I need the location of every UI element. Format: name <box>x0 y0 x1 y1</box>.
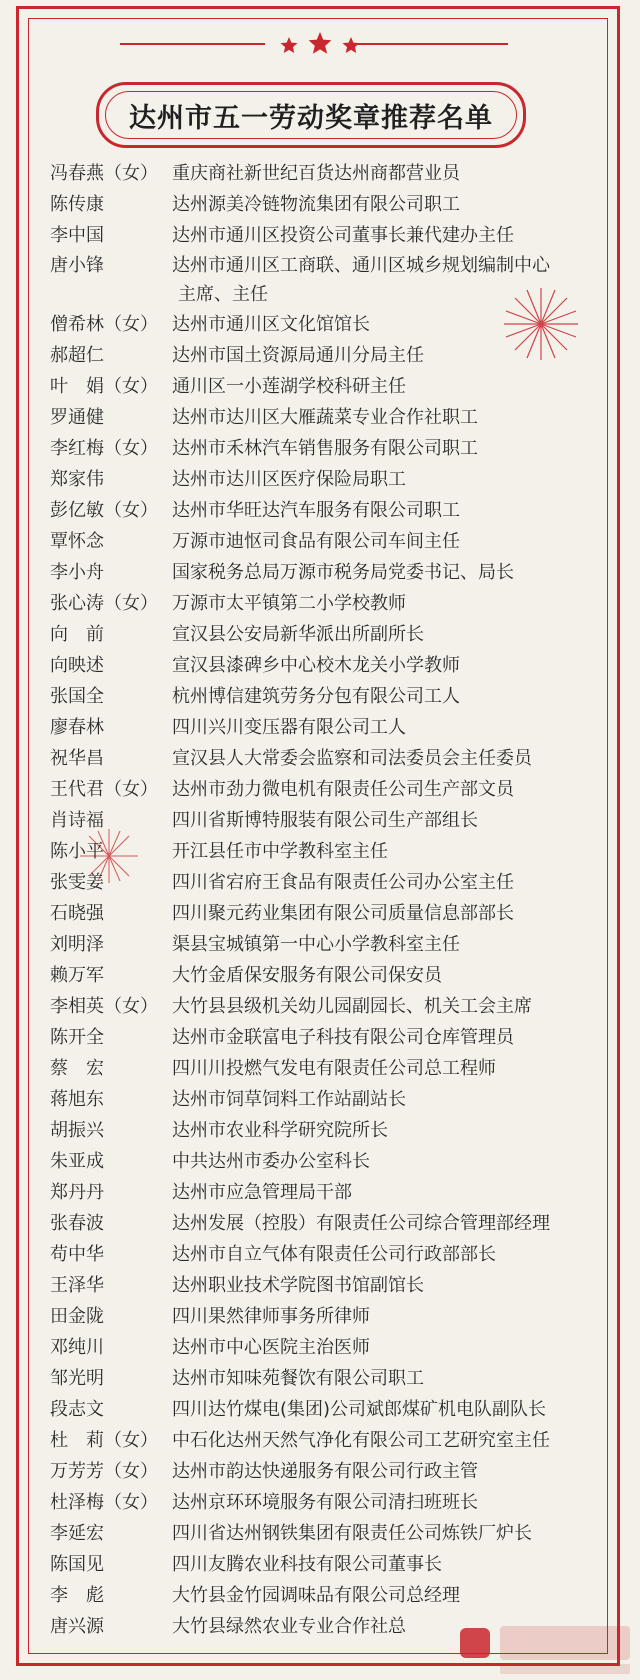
list-item <box>50 433 610 464</box>
nominee-position-line: 达州市知味苑餐饮有限公司职工 <box>172 1368 424 1389</box>
nominee-position-line: 达州市农业科学研究院所长 <box>172 1120 388 1141</box>
nominee-position <box>172 960 610 991</box>
nominee-name: 段志文 <box>50 1399 104 1420</box>
list-item <box>50 1487 610 1518</box>
list-item <box>50 991 610 1022</box>
nominee-position <box>172 1270 610 1301</box>
nominee-position <box>172 1363 610 1394</box>
nominee-name: 陈国见 <box>50 1554 104 1575</box>
nominee-position <box>172 1518 610 1549</box>
list-item <box>50 1146 610 1177</box>
nominee-name: 邓纯川 <box>50 1337 104 1358</box>
nominee-position-line: 中石化达州天然气净化有限公司工艺研究室主任 <box>172 1430 550 1451</box>
nominee-position-line: 主席、主任 <box>178 284 268 305</box>
nominee-position-line: 中共达州市委办公室科长 <box>172 1151 370 1172</box>
list-item <box>50 220 610 251</box>
list-item <box>50 867 610 898</box>
list-item <box>50 774 610 805</box>
nominee-name: 张雯姜 <box>50 872 104 893</box>
nominee-name: 陈小平 <box>50 841 104 862</box>
list-item <box>50 464 610 495</box>
nominee-position-line: 达州市自立气体有限责任公司行政部部长 <box>172 1244 496 1265</box>
list-item <box>50 1239 610 1270</box>
nominee-position <box>172 1022 610 1053</box>
list-item <box>50 495 610 526</box>
nominee-position <box>172 1146 610 1177</box>
nominee-name: 冯春燕（女） <box>50 163 158 184</box>
nominee-position-line: 达州京环环境服务有限公司清扫班班长 <box>172 1492 478 1513</box>
list-item <box>50 1456 610 1487</box>
nominee-name: 李 彪 <box>50 1585 104 1606</box>
nominee-position-line: 达州发展（控股）有限责任公司综合管理部经理 <box>172 1213 550 1234</box>
nominee-name: 李延宏 <box>50 1523 104 1544</box>
nominee-position <box>172 743 610 774</box>
site-logo-watermark <box>440 1620 640 1680</box>
nominee-name: 郑丹丹 <box>50 1182 104 1203</box>
nominee-name: 石晓强 <box>50 903 104 924</box>
list-item <box>50 960 610 991</box>
list-item <box>50 929 610 960</box>
list-item <box>50 309 610 340</box>
list-item <box>50 158 610 189</box>
nominee-name: 廖春林 <box>50 717 104 738</box>
nominee-position-line: 达州职业技术学院图书馆副馆长 <box>172 1275 424 1296</box>
nominee-position <box>172 557 610 588</box>
nominee-position-line: 达州市达川区大雁蔬菜专业合作社职工 <box>172 407 478 428</box>
nominee-position <box>172 929 610 960</box>
nominee-name: 张春波 <box>50 1213 104 1234</box>
nominee-name: 王代君（女） <box>50 779 158 800</box>
nominee-name: 胡振兴 <box>50 1120 104 1141</box>
nominee-position <box>172 220 610 251</box>
nominee-name: 唐小锋 <box>50 255 104 276</box>
nominee-name: 邹光明 <box>50 1368 104 1389</box>
nominee-name: 万芳芳（女） <box>50 1461 158 1482</box>
list-item <box>50 650 610 681</box>
nominee-position <box>172 1177 610 1208</box>
nominee-position-line: 四川省达州钢铁集团有限责任公司炼铁厂炉长 <box>172 1523 532 1544</box>
nominee-name: 朱亚成 <box>50 1151 104 1172</box>
nominee-position-line: 达州市饲草饲料工作站副站长 <box>172 1089 406 1110</box>
list-item <box>50 898 610 929</box>
nominee-position <box>172 588 610 619</box>
nominee-position <box>172 251 610 309</box>
nominee-position <box>172 619 610 650</box>
nominee-position <box>172 1208 610 1239</box>
list-item <box>50 402 610 433</box>
nominee-position <box>172 1394 610 1425</box>
nominee-position-line: 四川友腾农业科技有限公司董事长 <box>172 1554 442 1575</box>
list-item <box>50 371 610 402</box>
nominee-name: 蒋旭东 <box>50 1089 104 1110</box>
list-item <box>50 1270 610 1301</box>
list-item <box>50 836 610 867</box>
nominee-position-line: 达州市劲力微电机有限责任公司生产部文员 <box>172 779 514 800</box>
star-icon <box>281 37 298 53</box>
nominee-position-line: 四川省斯博特服装有限公司生产部组长 <box>172 810 478 831</box>
list-item <box>50 712 610 743</box>
nominee-position-line: 达州市国土资源局通川分局主任 <box>172 345 424 366</box>
list-item <box>50 1022 610 1053</box>
nominee-name: 田金陇 <box>50 1306 104 1327</box>
nominee-name: 张国全 <box>50 686 104 707</box>
nominee-name: 陈传康 <box>50 194 104 215</box>
nominee-position <box>172 898 610 929</box>
nominee-position-line: 大竹金盾保安服务有限公司保安员 <box>172 965 442 986</box>
list-item <box>50 251 610 309</box>
nominee-position-line: 达州市达川区医疗保险局职工 <box>172 469 406 490</box>
list-item <box>50 1518 610 1549</box>
nominee-position <box>172 464 610 495</box>
nominee-position-line: 杭州博信建筑劳务分包有限公司工人 <box>172 686 460 707</box>
nominee-position-line: 渠县宝城镇第一中心小学教科室主任 <box>172 934 460 955</box>
list-item <box>50 743 610 774</box>
nominee-position-line: 国家税务总局万源市税务局党委书记、局长 <box>172 562 514 583</box>
list-item <box>50 1580 610 1611</box>
nominee-name: 郑家伟 <box>50 469 104 490</box>
nominee-name: 向映述 <box>50 655 104 676</box>
nominee-name: 祝华昌 <box>50 748 104 769</box>
nominee-position <box>172 805 610 836</box>
nominee-position <box>172 1425 610 1456</box>
nominee-position-line: 大竹县县级机关幼儿园副园长、机关工会主席 <box>172 996 532 1017</box>
nominee-position <box>172 1239 610 1270</box>
nominee-position-line: 达州市通川区文化馆馆长 <box>172 314 370 335</box>
nominee-name: 陈开全 <box>50 1027 104 1048</box>
nominee-position-line: 万源市太平镇第二小学校教师 <box>172 593 406 614</box>
nominee-position <box>172 495 610 526</box>
nominee-position-line: 达州市禾林汽车销售服务有限公司职工 <box>172 438 478 459</box>
nominee-position-line: 四川达竹煤电(集团)公司斌郎煤矿机电队副队长 <box>172 1399 547 1420</box>
nominee-position <box>172 189 610 220</box>
nominee-position-line: 重庆商社新世纪百货达州商都营业员 <box>172 163 460 184</box>
list-item <box>50 1425 610 1456</box>
nominee-name: 张心涛（女） <box>50 593 158 614</box>
nominee-position-line: 通川区一小莲湖学校科研主任 <box>172 376 406 397</box>
list-item <box>50 1301 610 1332</box>
nominee-position-line: 达州市应急管理局干部 <box>172 1182 352 1203</box>
nominee-name: 向 前 <box>50 624 104 645</box>
nominee-position <box>172 836 610 867</box>
nominee-position-line: 四川兴川变压器有限公司工人 <box>172 717 406 738</box>
nominee-position-line: 宣汉县公安局新华派出所副所长 <box>172 624 424 645</box>
nominee-position <box>172 1115 610 1146</box>
nominee-position-line: 达州市华旺达汽车服务有限公司职工 <box>172 500 460 521</box>
nominee-position-line: 达州市通川区工商联、通川区城乡规划编制中心 <box>172 255 550 276</box>
nominee-name: 叶 娟（女） <box>50 376 158 397</box>
page-title: 达州市五一劳动奖章推荐名单 <box>129 102 493 134</box>
list-item <box>50 588 610 619</box>
star-icon <box>309 32 332 54</box>
nominee-position <box>172 991 610 1022</box>
nominee-position <box>172 774 610 805</box>
nominee-position <box>172 1053 610 1084</box>
nominee-position-line: 四川聚元药业集团有限公司质量信息部部长 <box>172 903 514 924</box>
star-icon <box>343 37 360 53</box>
list-item <box>50 1177 610 1208</box>
nominee-position <box>172 867 610 898</box>
list-item <box>50 1053 610 1084</box>
nominee-name: 蔡 宏 <box>50 1058 104 1079</box>
list-item <box>50 619 610 650</box>
nominee-name: 郝超仁 <box>50 345 104 366</box>
nominee-position <box>172 1549 610 1580</box>
list-item <box>50 1084 610 1115</box>
nominee-name: 李相英（女） <box>50 996 158 1017</box>
list-item <box>50 1549 610 1580</box>
nominee-position <box>172 1332 610 1363</box>
list-item <box>50 189 610 220</box>
nominee-name: 王泽华 <box>50 1275 104 1296</box>
nominee-position-line: 大竹县绿然农业专业合作社总 <box>172 1616 406 1637</box>
nominee-name: 覃怀念 <box>50 531 104 552</box>
list-item <box>50 1363 610 1394</box>
nominee-name: 赖万军 <box>50 965 104 986</box>
nominee-position <box>172 340 610 371</box>
nominee-position-line: 达州市通川区投资公司董事长兼代建办主任 <box>172 225 514 246</box>
nominee-name: 杜泽梅（女） <box>50 1492 158 1513</box>
nominee-position <box>172 1084 610 1115</box>
nominee-position-line: 大竹县金竹园调味品有限公司总经理 <box>172 1585 460 1606</box>
nominee-position <box>172 402 610 433</box>
nominee-position-line: 达州市韵达快递服务有限公司行政主管 <box>172 1461 478 1482</box>
nominee-position <box>172 158 610 189</box>
nominee-position <box>172 712 610 743</box>
nominee-position <box>172 309 610 340</box>
nominee-name: 唐兴源 <box>50 1616 104 1637</box>
nominee-position <box>172 1487 610 1518</box>
list-item <box>50 681 610 712</box>
nominee-position <box>172 1301 610 1332</box>
header-decoration <box>0 0 640 80</box>
nominee-name: 李中国 <box>50 225 104 246</box>
nominee-list <box>50 158 610 1642</box>
list-item <box>50 340 610 371</box>
nominee-name: 彭亿敏（女） <box>50 500 158 521</box>
nominee-name: 苟中华 <box>50 1244 104 1265</box>
nominee-position <box>172 681 610 712</box>
nominee-position-line: 万源市迪怄司食品有限公司车间主任 <box>172 531 460 552</box>
list-item <box>50 557 610 588</box>
list-item <box>50 805 610 836</box>
list-item <box>50 1208 610 1239</box>
nominee-position <box>172 526 610 557</box>
nominee-position-line: 宣汉县人大常委会监察和司法委员会主任委员 <box>172 748 532 769</box>
nominee-name: 李红梅（女） <box>50 438 158 459</box>
nominee-name: 李小舟 <box>50 562 104 583</box>
list-item <box>50 1332 610 1363</box>
nominee-position <box>172 1456 610 1487</box>
nominee-position <box>172 371 610 402</box>
nominee-position-line: 达州市中心医院主治医师 <box>172 1337 370 1358</box>
nominee-name: 僧希林（女） <box>50 314 158 335</box>
nominee-position-line: 四川果然律师事务所律师 <box>172 1306 370 1327</box>
nominee-position-line: 四川省宕府王食品有限责任公司办公室主任 <box>172 872 514 893</box>
nominee-position-line: 宣汉县漆碑乡中心校木龙关小学教师 <box>172 655 460 676</box>
list-item <box>50 1394 610 1425</box>
nominee-position <box>172 1580 610 1611</box>
list-item <box>50 1115 610 1146</box>
title-box <box>96 82 526 148</box>
nominee-position <box>172 433 610 464</box>
nominee-position <box>172 650 610 681</box>
nominee-position-line: 开江县任市中学教科室主任 <box>172 841 388 862</box>
nominee-position-line: 四川川投燃气发电有限责任公司总工程师 <box>172 1058 496 1079</box>
nominee-position-line: 达州市金联富电子科技有限公司仓库管理员 <box>172 1027 514 1048</box>
nominee-name: 肖诗福 <box>50 810 104 831</box>
nominee-name: 杜 莉（女） <box>50 1430 158 1451</box>
nominee-name: 罗通健 <box>50 407 104 428</box>
list-item <box>50 526 610 557</box>
nominee-name: 刘明泽 <box>50 934 104 955</box>
nominee-position-line: 达州源美冷链物流集团有限公司职工 <box>172 194 460 215</box>
